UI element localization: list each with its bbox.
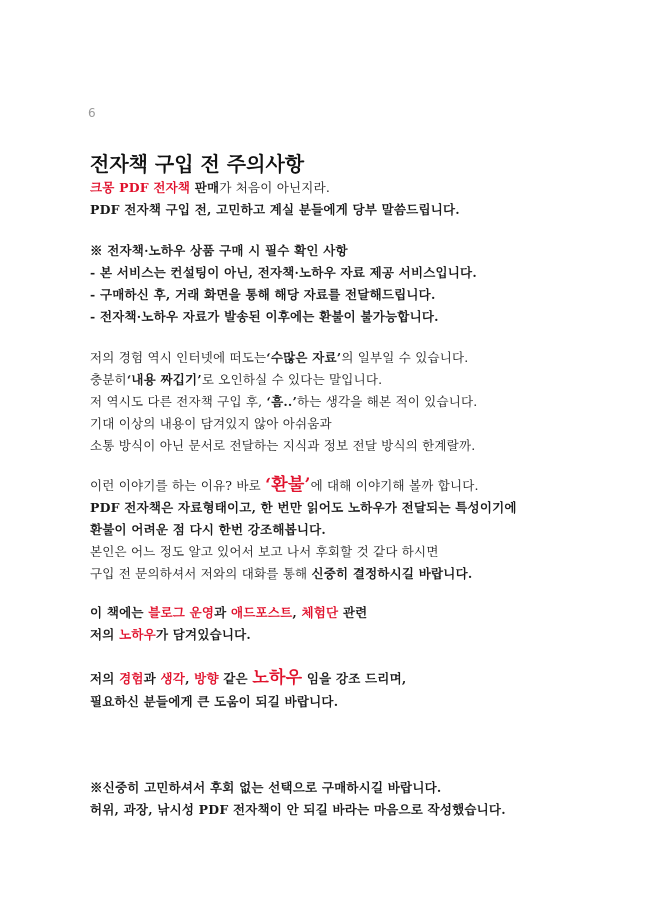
intro-highlight: 크몽 PDF 전자책 <box>90 180 191 195</box>
closing-line-2: 허위, 과장, 낚시성 PDF 전자책이 안 되길 바라는 마음으로 작성했습니다. <box>90 802 506 817</box>
para3-line-2: 저의 노하우가 담겨있습니다. <box>90 627 251 642</box>
intro-line-1: 크몽 PDF 전자책 판매가 처음이 아닌지라. <box>90 180 331 195</box>
para2-line-5: 구입 전 문의하셔서 저와의 대화를 통해 신중히 결정하시길 바랍니다. <box>90 566 473 581</box>
para2-line-2: PDF 전자책은 자료형태이고, 한 번만 읽어도 노하우가 전달되는 특성이기에 <box>90 500 517 515</box>
page-number: 6 <box>88 106 96 120</box>
refund-highlight: ‘환불’ <box>265 475 311 495</box>
para1-line-3: 저 역시도 다른 전자책 구입 후, ‘흠..’하는 생각을 해본 적이 있습니다. <box>90 394 478 409</box>
para2-line-1: 이런 이야기를 하는 이유? 바로 ‘환불’에 대해 이야기해 볼까 합니다. <box>90 475 479 495</box>
notice-heading: ※ 전자책·노하우 상품 구매 시 필수 확인 사항 <box>90 243 348 258</box>
notice-item: - 구매하신 후, 거래 화면을 통해 해당 자료를 전달해드립니다. <box>90 287 436 302</box>
closing-line-1: ※신중히 고민하셔서 후회 없는 선택으로 구매하시길 바랍니다. <box>90 780 442 795</box>
para2-line-3: 환불이 어려운 점 다시 한번 강조해봅니다. <box>90 522 326 537</box>
notice-item: - 본 서비스는 컨설팅이 아닌, 전자책·노하우 자료 제공 서비스입니다. <box>90 265 477 280</box>
intro-line-2: PDF 전자책 구입 전, 고민하고 계실 분들에게 당부 말씀드립니다. <box>90 202 460 217</box>
knowhow-highlight: 노하우 <box>252 668 303 688</box>
para2-line-4: 본인은 어느 정도 알고 있어서 보고 나서 후회할 것 같다 하시면 <box>90 544 439 559</box>
notice-item: - 전자책·노하우 자료가 발송된 이후에는 환불이 불가능합니다. <box>90 309 439 324</box>
para1-line-1: 저의 경험 역시 인터넷에 떠도는‘수많은 자료’의 일부일 수 있습니다. <box>90 350 469 365</box>
page-title: 전자책 구입 전 주의사항 <box>90 152 305 176</box>
para1-line-5: 소통 방식이 아닌 문서로 전달하는 지식과 정보 전달 방식의 한계랄까. <box>90 438 476 453</box>
para3-line-1: 이 책에는 블로그 운영과 애드포스트, 체험단 관련 <box>90 605 368 620</box>
para1-line-2: 충분히‘내용 짜깁기’로 오인하실 수 있다는 말입니다. <box>90 372 383 387</box>
para4-line-2: 필요하신 분들에게 큰 도움이 되길 바랍니다. <box>90 694 339 709</box>
para4-line-1: 저의 경험과 생각, 방향 같은 노하우 임을 강조 드리며, <box>90 668 407 688</box>
para1-line-4: 기대 이상의 내용이 담겨있지 않아 아쉬움과 <box>90 416 332 431</box>
